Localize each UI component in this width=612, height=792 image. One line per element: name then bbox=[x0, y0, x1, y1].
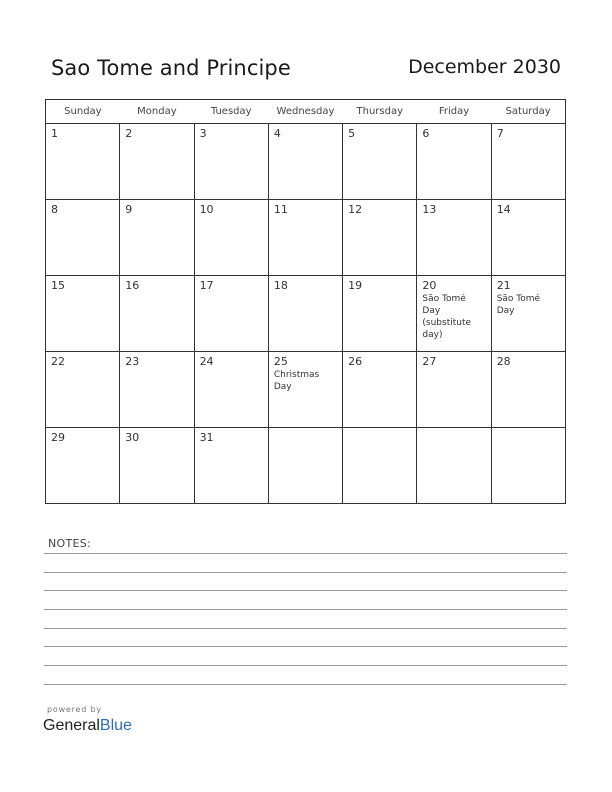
day-number: 27 bbox=[422, 355, 437, 368]
weekday-header-row bbox=[46, 100, 566, 124]
day-cell bbox=[268, 276, 342, 352]
weekday-header: Wednesday bbox=[268, 100, 342, 124]
day-cell bbox=[120, 200, 194, 276]
holiday-label: Christmas Day bbox=[273, 370, 320, 392]
day-number: 5 bbox=[348, 127, 356, 140]
day-cell bbox=[120, 428, 194, 504]
day-cell bbox=[268, 124, 342, 200]
day-cell bbox=[268, 200, 342, 276]
country-title: Sao Tome and Principe bbox=[51, 56, 291, 80]
day-number: 4 bbox=[273, 127, 281, 140]
weekday-header: Friday bbox=[417, 100, 491, 124]
weekday-header: Sunday bbox=[46, 100, 120, 124]
day-cell bbox=[491, 276, 565, 352]
day-cell bbox=[46, 276, 120, 352]
brand-blue: Blue bbox=[99, 717, 132, 734]
day-cell bbox=[417, 200, 491, 276]
calendar-grid bbox=[45, 99, 566, 504]
day-cell bbox=[46, 428, 120, 504]
day-cell bbox=[194, 200, 268, 276]
week-row bbox=[46, 200, 566, 276]
day-number: 6 bbox=[422, 127, 430, 140]
week-row bbox=[46, 428, 566, 504]
day-cell bbox=[417, 276, 491, 352]
day-cell bbox=[491, 200, 565, 276]
day-number: 10 bbox=[199, 203, 214, 216]
day-number: 22 bbox=[51, 355, 65, 368]
brand-logo bbox=[43, 717, 132, 735]
day-number: 13 bbox=[422, 203, 437, 216]
day-cell bbox=[46, 352, 120, 428]
note-line bbox=[44, 553, 567, 554]
weekday-header: Saturday bbox=[491, 100, 565, 124]
weekday-header: Tuesday bbox=[194, 100, 268, 124]
day-number: 25 bbox=[273, 355, 288, 368]
day-number: 1 bbox=[51, 127, 58, 140]
day-number: 31 bbox=[199, 431, 214, 444]
weekday-header: Monday bbox=[120, 100, 194, 124]
day-number: 28 bbox=[496, 355, 511, 368]
day-cell bbox=[268, 352, 342, 428]
day-number: 20 bbox=[422, 279, 437, 292]
day-number: 9 bbox=[125, 203, 133, 216]
day-cell bbox=[343, 200, 417, 276]
day-number: 19 bbox=[348, 279, 363, 292]
week-row bbox=[46, 276, 566, 352]
day-cell bbox=[343, 428, 417, 504]
day-number: 15 bbox=[51, 279, 65, 292]
day-number: 18 bbox=[273, 279, 288, 292]
day-number: 12 bbox=[348, 203, 363, 216]
day-cell bbox=[343, 124, 417, 200]
day-number: 2 bbox=[125, 127, 133, 140]
note-line bbox=[44, 665, 567, 666]
day-cell bbox=[194, 124, 268, 200]
day-number: 8 bbox=[51, 203, 58, 216]
day-number: 30 bbox=[125, 431, 140, 444]
note-line bbox=[44, 572, 567, 573]
day-cell bbox=[46, 124, 120, 200]
day-cell bbox=[46, 200, 120, 276]
month-title: December 2030 bbox=[408, 56, 561, 78]
day-cell bbox=[194, 352, 268, 428]
day-cell bbox=[417, 352, 491, 428]
day-cell bbox=[491, 352, 565, 428]
day-number: 23 bbox=[125, 355, 140, 368]
holiday-label: São Tomé Day bbox=[496, 294, 541, 316]
day-cell bbox=[120, 276, 194, 352]
day-number: 29 bbox=[51, 431, 65, 444]
brand-general: General bbox=[43, 717, 100, 734]
day-number: 17 bbox=[199, 279, 214, 292]
note-line bbox=[44, 628, 567, 629]
note-line bbox=[44, 684, 567, 685]
note-line bbox=[44, 646, 567, 647]
day-number: 26 bbox=[348, 355, 363, 368]
day-cell bbox=[417, 428, 491, 504]
day-cell bbox=[491, 124, 565, 200]
weekday-header: Thursday bbox=[343, 100, 417, 124]
day-cell bbox=[194, 276, 268, 352]
week-row bbox=[46, 124, 566, 200]
holiday-label: São Tomé Day (substitute day) bbox=[422, 294, 472, 340]
note-line bbox=[44, 590, 567, 591]
day-cell bbox=[194, 428, 268, 504]
day-number: 7 bbox=[496, 127, 504, 140]
day-number: 11 bbox=[273, 203, 288, 216]
powered-by-text: powered by bbox=[47, 705, 102, 714]
day-cell bbox=[120, 124, 194, 200]
day-number: 21 bbox=[496, 279, 511, 292]
day-number: 14 bbox=[496, 203, 511, 216]
day-cell bbox=[343, 352, 417, 428]
day-cell bbox=[343, 276, 417, 352]
day-cell bbox=[120, 352, 194, 428]
day-cell bbox=[268, 428, 342, 504]
note-line bbox=[44, 609, 567, 610]
day-number: 3 bbox=[199, 127, 207, 140]
day-cell bbox=[491, 428, 565, 504]
notes-label: NOTES: bbox=[48, 537, 92, 550]
day-cell bbox=[417, 124, 491, 200]
week-row bbox=[46, 352, 566, 428]
day-number: 16 bbox=[125, 279, 140, 292]
day-number: 24 bbox=[199, 355, 214, 368]
